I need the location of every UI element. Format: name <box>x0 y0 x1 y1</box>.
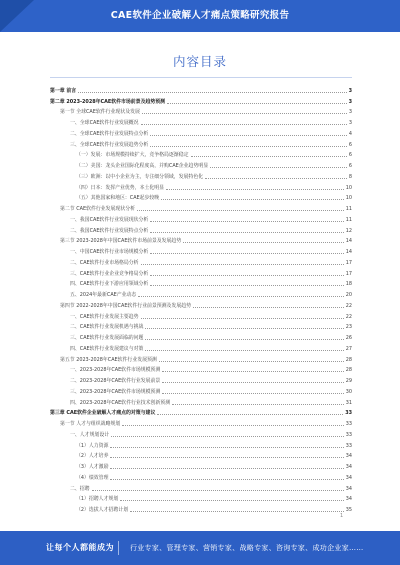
toc-entry-page: 17 <box>345 259 352 266</box>
toc-entry-text: 一、CAE软件行业发展主要趋势 <box>70 313 139 320</box>
toc-entry-text: 二、CAE软件行业市场格局分析 <box>70 259 139 266</box>
toc-entry[interactable] <box>50 180 352 191</box>
toc-leader-dots <box>138 296 343 297</box>
toc-entry-page: 33 <box>345 410 352 417</box>
toc-entry[interactable] <box>50 416 352 427</box>
toc-entry-text: 二、招聘 <box>70 485 90 492</box>
toc-entry-text: （4）绩效管理 <box>76 474 109 481</box>
toc-entry-page: 30 <box>345 388 352 395</box>
toc-leader-dots <box>162 371 343 372</box>
toc-entry-text: 三、2023-2028年CAE软件市场规模预测 <box>70 388 161 395</box>
toc-entry-text: 一、中国CAE软件行业市场规模分析 <box>70 249 149 255</box>
toc-leader-dots <box>145 328 343 329</box>
toc-entry-page: 27 <box>345 345 352 352</box>
toc-entry[interactable] <box>50 481 352 492</box>
toc-entry-page: 6 <box>348 141 352 148</box>
toc-entry[interactable] <box>50 438 352 449</box>
toc-entry-text: （五）其他国家和地区：CAE起步较晚 <box>76 195 160 202</box>
toc-leader-dots <box>120 500 344 501</box>
toc-entry-text: 一、全球CAE软件行业发展概况 <box>70 120 139 126</box>
toc-entry[interactable] <box>50 83 352 94</box>
toc-leader-dots <box>150 232 343 233</box>
toc-leader-dots <box>150 135 347 136</box>
toc-entry-page: 12 <box>345 227 352 234</box>
toc-entry-page: 10 <box>345 184 352 191</box>
toc-entry-page: 14 <box>345 238 352 245</box>
toc-leader-dots <box>110 447 343 448</box>
toc-leader-dots <box>157 414 343 415</box>
toc-leader-dots <box>137 210 344 211</box>
toc-entry-page: 3 <box>348 87 352 94</box>
toc-entry[interactable] <box>50 277 352 288</box>
toc-entry-text: 四、CAE软件行业下游应用领域分析 <box>70 281 149 288</box>
toc-entry-page: 33 <box>345 421 352 427</box>
toc-entry-text: 三、CAE软件行业发展面临的问题 <box>70 335 144 341</box>
toc-entry[interactable] <box>50 201 352 212</box>
toc-entry[interactable] <box>50 395 352 406</box>
toc-entry-text: 二、全球CAE软件行业发展特点分析 <box>70 130 149 137</box>
toc-entry-text: 第二章 2023-2028年CAE软件市场前景及趋势预测 <box>50 98 166 105</box>
toc-leader-dots <box>150 253 343 254</box>
footer-divider <box>118 541 119 555</box>
toc-heading: 内容目录 <box>172 54 227 69</box>
toc-leader-dots <box>145 339 343 340</box>
toc-leader-dots <box>162 382 343 383</box>
toc-entry-page: 33 <box>345 442 352 449</box>
toc-entry-page: 22 <box>345 313 352 320</box>
footer-bar <box>0 531 400 565</box>
toc-entry[interactable] <box>50 363 352 374</box>
toc-leader-dots <box>162 393 343 394</box>
toc-leader-dots <box>141 264 344 265</box>
toc-entry-text: 第三章 CAE软件企业破解人才痛点的对策与建议 <box>50 410 156 417</box>
toc-leader-dots <box>172 404 344 405</box>
toc-leader-dots <box>141 124 347 125</box>
toc-entry-page: 34 <box>345 474 352 481</box>
toc-entry[interactable] <box>50 470 352 481</box>
toc-leader-dots <box>141 318 344 319</box>
toc-entry[interactable] <box>50 373 352 384</box>
toc-entry-page: 33 <box>345 431 352 438</box>
toc-entry-page: 8 <box>348 173 352 180</box>
toc-entry[interactable] <box>50 352 352 363</box>
toc-entry-text: （三）欧洲：以中小企业为主，专注细分领域，发展特色化 <box>76 173 204 180</box>
toc-entry-page: 4 <box>348 130 352 137</box>
toc-entry[interactable] <box>50 427 352 438</box>
header-bar <box>0 0 400 32</box>
toc-leader-dots <box>183 242 344 243</box>
footer-tagline: 行业专家、管理专家、营销专家、战略专家、咨询专家、成功企业家…… <box>130 544 364 552</box>
toc-leader-dots <box>161 199 344 200</box>
toc-leader-dots <box>150 221 343 222</box>
toc-divider <box>50 77 352 78</box>
toc-entry-page: 3 <box>348 109 352 116</box>
toc-leader-dots <box>142 113 347 114</box>
toc-entry-text: （四）日本：发挥产业优势，本土化明显 <box>76 184 165 191</box>
page-number: 1 <box>340 513 344 519</box>
toc-entry-text: 一、2023-2028年CAE软件市场规模预测 <box>70 367 161 374</box>
toc-entry-page: 34 <box>345 464 352 470</box>
toc-entry-page: 3 <box>348 98 352 105</box>
toc-leader-dots <box>111 436 344 437</box>
toc-entry-page: 23 <box>345 324 352 331</box>
toc-entry[interactable] <box>50 298 352 309</box>
toc-entry-text: 三、CAE软件行业企业竞争格局分析 <box>70 270 149 277</box>
toc-entry[interactable] <box>50 158 352 169</box>
toc-leader-dots <box>166 189 344 190</box>
toc-leader-dots <box>110 457 343 458</box>
toc-entry[interactable] <box>50 126 352 137</box>
toc-leader-dots <box>193 307 344 308</box>
toc-entry-text: 五、2024年最新CAE产业动态 <box>70 292 137 298</box>
toc-entry-page: 20 <box>345 292 352 298</box>
toc-entry-text: （2）人才培养 <box>76 453 109 460</box>
toc-leader-dots <box>145 350 343 351</box>
toc-entry-page: 11 <box>345 216 352 223</box>
toc-entry-page: 29 <box>345 378 352 384</box>
toc-entry-page: 34 <box>345 485 352 492</box>
toc-entry-text: 第二节 CAE软件行业发展现状分析 <box>60 206 135 212</box>
toc-entry-page: 14 <box>345 249 352 255</box>
toc-entry[interactable] <box>50 384 352 395</box>
toc-leader-dots <box>205 178 347 179</box>
toc-entry[interactable] <box>50 212 352 223</box>
toc-leader-dots <box>167 103 347 104</box>
toc-entry[interactable] <box>50 169 352 180</box>
toc-leader-dots <box>150 285 343 286</box>
toc-leader-dots <box>191 156 347 157</box>
toc-entry-text: （1）招聘人才规划 <box>76 496 119 503</box>
toc-entry[interactable] <box>50 148 352 159</box>
toc-entry-text: （3）人才激励 <box>76 464 109 470</box>
table-of-contents <box>50 83 352 513</box>
toc-entry-page: 31 <box>345 399 352 406</box>
toc-entry[interactable] <box>50 309 352 320</box>
toc-leader-dots <box>150 146 347 147</box>
toc-entry[interactable] <box>50 330 352 341</box>
toc-entry-text: 二、我国CAE软件行业发展特点分析 <box>70 227 149 234</box>
toc-entry[interactable] <box>50 406 352 417</box>
toc-entry-page: 26 <box>345 335 352 341</box>
toc-leader-dots <box>78 92 346 93</box>
toc-entry-text: 四、2023-2028年CAE软件行业技术创新预测 <box>70 399 171 406</box>
toc-leader-dots <box>122 425 344 426</box>
toc-entry[interactable] <box>50 105 352 116</box>
toc-entry[interactable] <box>50 502 352 513</box>
toc-leader-dots <box>110 468 343 469</box>
toc-entry-text: （1）人力资源 <box>76 442 109 449</box>
toc-entry-text: （二）美国：龙头企业国际化程度高，并购CAE企业趋势明显 <box>76 163 209 169</box>
toc-entry-text: 第三节 2023-2028年中国CAE软件市场前景及发展趋势 <box>60 238 182 245</box>
toc-entry-page: 28 <box>345 367 352 374</box>
toc-entry[interactable] <box>50 287 352 298</box>
toc-entry-text: 一、人才规划设计 <box>70 431 110 438</box>
report-title: CAE软件企业破解人才痛点策略研究报告 <box>110 10 290 21</box>
toc-entry-page: 3 <box>348 120 352 126</box>
toc-entry[interactable] <box>50 341 352 352</box>
toc-entry[interactable] <box>50 449 352 460</box>
toc-leader-dots <box>130 511 344 512</box>
toc-entry-text: 第一节 全球CAE软件行业现状及发展 <box>60 109 140 116</box>
toc-entry-page: 6 <box>348 152 352 159</box>
toc-entry-page: 11 <box>345 206 352 212</box>
toc-entry-text: 第一节 人才与组织战略规划 <box>60 421 121 427</box>
toc-entry-text: 四、CAE软件行业发展建议与对策 <box>70 345 144 352</box>
toc-entry-text: 第五节 2023-2028年CAE软件行业发展预测 <box>60 356 157 363</box>
toc-entry-page: 28 <box>345 356 352 363</box>
toc-leader-dots <box>92 490 344 491</box>
toc-entry-page: 35 <box>345 507 352 513</box>
toc-entry-page: 34 <box>345 453 352 460</box>
toc-entry-page: 17 <box>345 270 352 277</box>
toc-entry[interactable] <box>50 492 352 503</box>
toc-entry-page: 22 <box>345 302 352 309</box>
toc-entry[interactable] <box>50 94 352 105</box>
toc-leader-dots <box>210 167 347 168</box>
toc-entry-page: 34 <box>345 496 352 503</box>
toc-entry-text: 二、CAE软件行业发展机遇与挑战 <box>70 324 144 331</box>
toc-entry-text: 第四节 2022-2028年中国CAE软件行业前景预测及发展趋势 <box>60 302 191 309</box>
toc-entry-text: （2）选拔人才招聘计划 <box>76 507 129 513</box>
toc-entry[interactable] <box>50 137 352 148</box>
toc-entry-page: 6 <box>348 163 352 169</box>
toc-entry-text: 二、2023-2028年CAE软件行业发展前景 <box>70 378 161 384</box>
toc-entry-text: 一、我国CAE软件行业发展现状分析 <box>70 216 149 223</box>
toc-entry-page: 10 <box>345 195 352 202</box>
toc-entry[interactable] <box>50 223 352 234</box>
toc-leader-dots <box>110 479 343 480</box>
toc-entry-page: 18 <box>345 281 352 288</box>
toc-leader-dots <box>150 275 343 276</box>
toc-entry[interactable] <box>50 115 352 126</box>
toc-entry[interactable] <box>50 320 352 331</box>
toc-entry[interactable] <box>50 244 352 255</box>
toc-entry[interactable] <box>50 459 352 470</box>
toc-entry-text: （一）发展：市场规模持续扩大，竞争格局逐渐稳定 <box>76 152 189 159</box>
toc-entry-text: 第一章 前言 <box>50 87 77 94</box>
toc-entry[interactable] <box>50 266 352 277</box>
toc-entry[interactable] <box>50 234 352 245</box>
toc-entry-text: 三、全球CAE软件行业发展趋势分析 <box>70 141 149 148</box>
toc-entry[interactable] <box>50 191 352 202</box>
footer-slogan: 让每个人都能成为 <box>46 543 114 552</box>
toc-leader-dots <box>159 361 344 362</box>
toc-entry[interactable] <box>50 255 352 266</box>
